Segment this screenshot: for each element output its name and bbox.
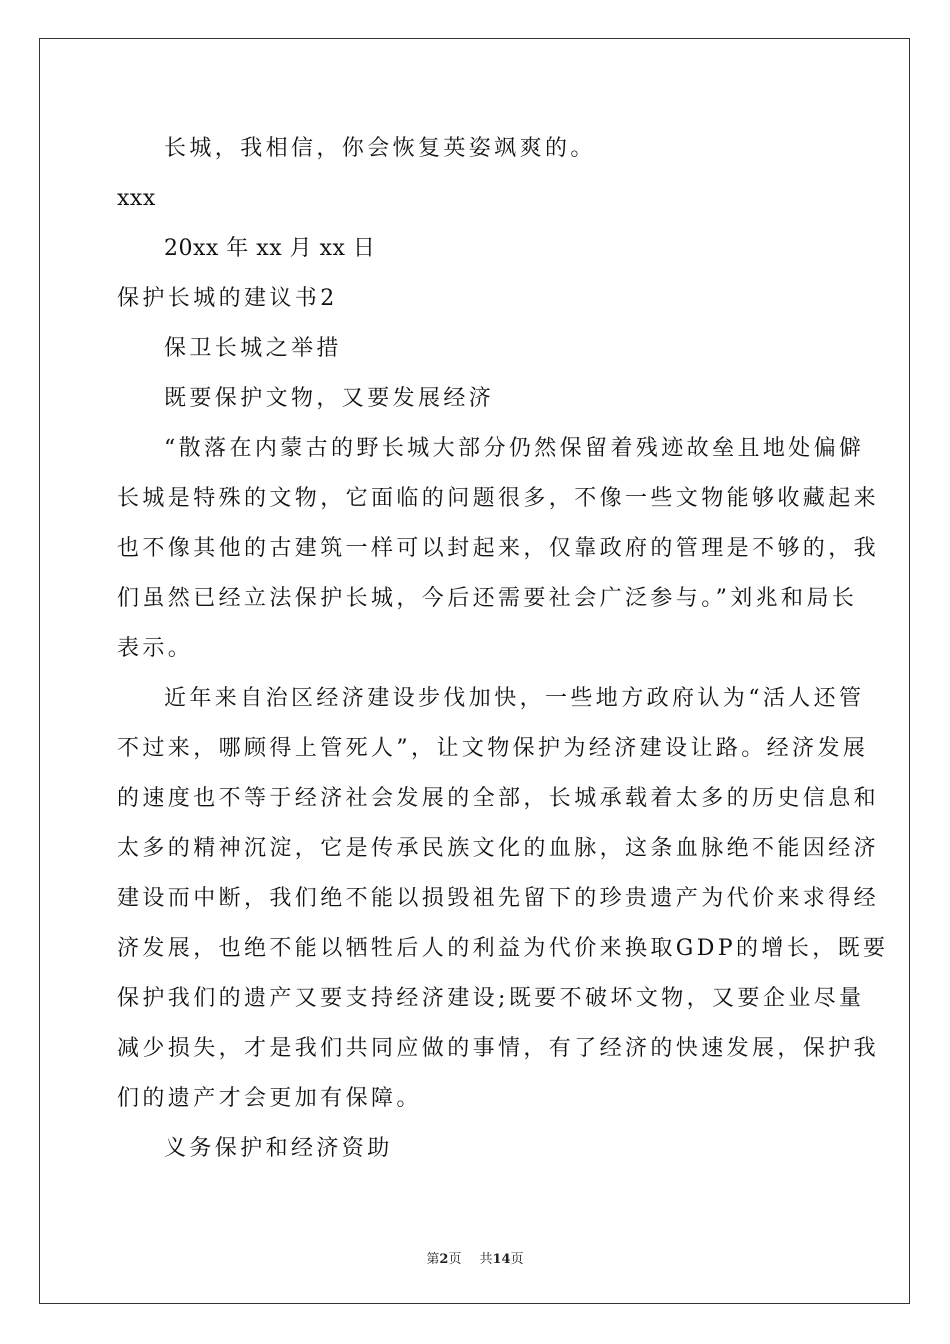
page-prefix: 第: [426, 1252, 440, 1267]
section-title: 保护长城的建议书2: [117, 286, 338, 311]
subheading: 既要保护文物，又要发展经济: [164, 386, 495, 411]
text-line: xxx: [117, 186, 156, 211]
total-suffix: 页: [510, 1252, 524, 1267]
text-line: 表示。: [117, 636, 194, 661]
text-line: 长城是特殊的文物，它面临的问题很多，不像一些文物能够收藏起来: [117, 486, 880, 511]
page-footer: [0, 1248, 950, 1267]
text-line: 建设而中断，我们绝不能以损毁祖先留下的珍贵遗产为代价来求得经: [117, 886, 880, 911]
document-body: [117, 124, 889, 1174]
text-line: 保护我们的遗产又要支持经济建设;既要不破坏文物，又要企业尽量: [117, 986, 865, 1011]
total-pages: 14: [492, 1252, 511, 1267]
text-line: “散落在内蒙古的野长城大部分仍然保留着残迹故垒且地处偏僻: [164, 436, 865, 461]
subheading: 义务保护和经济资助: [164, 1136, 393, 1161]
text-line: 太多的精神沉淀，它是传承民族文化的血脉，这条血脉绝不能因经济: [117, 836, 880, 861]
page-suffix: 页: [448, 1252, 462, 1267]
text-line: 近年来自治区经济建设步伐加快，一些地方政府认为“活人还管: [164, 686, 865, 711]
section-heading: 保卫长城之举措: [164, 336, 342, 361]
text-line: 济发展，也绝不能以牺牲后人的利益为代价来换取GDP的增长，既要: [117, 936, 889, 961]
text-line: 不过来，哪顾得上管死人”，让文物保护为经济建设让路。经济发展: [117, 736, 869, 761]
text-line: 们虽然已经立法保护长城，今后还需要社会广泛参与。”刘兆和局长: [117, 586, 858, 611]
text-line: 减少损失，才是我们共同应做的事情，有了经济的快速发展，保护我: [117, 1036, 880, 1061]
text-line: 也不像其他的古建筑一样可以封起来，仅靠政府的管理是不够的，我: [117, 536, 880, 561]
date-line: 20xx 年 xx 月 xx 日: [164, 236, 376, 261]
text-line: 们的遗产才会更加有保障。: [117, 1086, 422, 1111]
text-line: 长城，我相信，你会恢复英姿飒爽的。: [164, 136, 596, 161]
total-prefix: 共: [479, 1252, 493, 1267]
page-number: 2: [439, 1252, 449, 1267]
text-line: 的速度也不等于经济社会发展的全部，长城承载着太多的历史信息和: [117, 786, 880, 811]
